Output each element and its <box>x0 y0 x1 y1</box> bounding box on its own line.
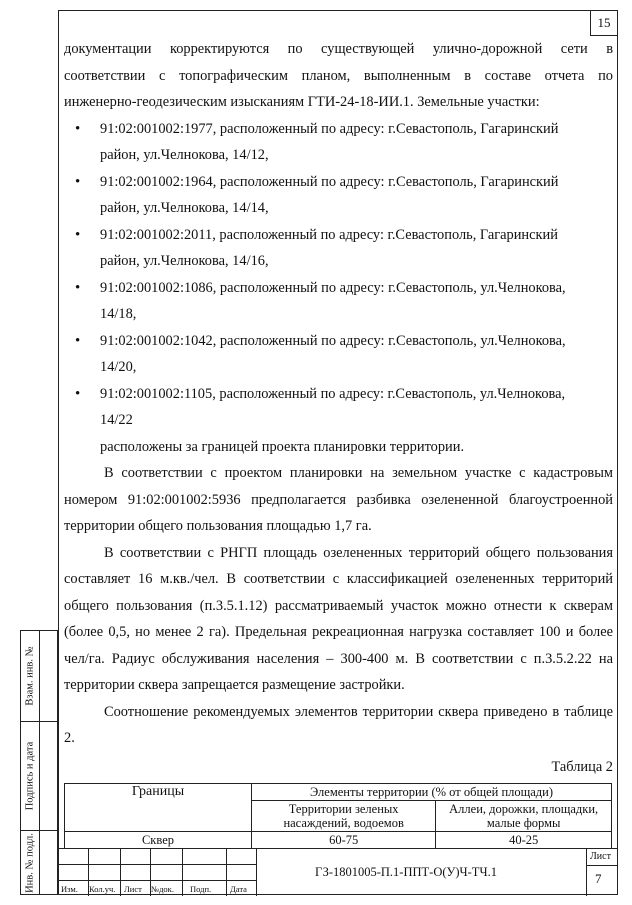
document-body <box>64 36 613 780</box>
side-strip <box>20 630 58 895</box>
parcel-item: • 91:02:001002:1086, расположенный по адресу: г.Севастополь, ул.Челнокова, 14/18, <box>64 275 600 328</box>
paragraph-ratio: Соотношение рекомендуемых элементов территории сквера приведено в таблице 2. <box>64 703 613 746</box>
stamp-col-list: Лист <box>124 884 142 894</box>
table-subheader-green: Территории зеленых насаждений, водоемов <box>252 801 436 832</box>
stamp-col-ndok: №док. <box>151 884 174 894</box>
parcel-list <box>64 116 613 434</box>
paragraph-rngp: В соответствии с РНГП площадь озелененных территорий общего пользования составляет 16 м.кв./чел. В соответствии с классификацией озелененных территорий общего пользования (п.3.5.1.12) рассматриваемый участок можно отнести к скверам (более 0,5, но менее 2 га). Предельная рекреационная нагрузка составляет 100 и более чел/га. Радиус обслуживания населения – 300-400 м. В соответствии с п.3.5.2.22 на территории сквера запрещается размещение застройки. <box>64 544 613 693</box>
table-cell-alleys: 40-25 <box>436 832 612 849</box>
parcel-item: • 91:02:001002:1977, расположенный по адресу: г.Севастополь, Гагаринский район, ул.Челнокова, 14/12, <box>64 116 600 169</box>
intro-line: соответствии с топографическим планом, выполненным в составе отчета по <box>64 67 613 84</box>
table-cell-green: 60-75 <box>252 832 436 849</box>
side-label-inv: Инв. № подл. <box>24 832 36 893</box>
side-cell-vzam <box>20 630 40 722</box>
title-block <box>58 848 618 896</box>
side-label-vzam: Взам. инв. № <box>24 646 36 706</box>
side-cell-inv <box>20 830 40 895</box>
parcel-item: • 91:02:001002:1964, расположенный по адресу: г.Севастополь, Гагаринский район, ул.Челнокова, 14/14, <box>64 169 600 222</box>
parcel-item: • 91:02:001002:2011, расположенный по адресу: г.Севастополь, Гагаринский район, ул.Челнокова, 14/16, <box>64 222 600 275</box>
table-row-label: Сквер <box>65 832 252 849</box>
table-caption: Таблица 2 <box>551 758 613 775</box>
intro-line: инженерно-геодезическим изысканиям ГТИ-24-18-ИИ.1. Земельные участки: <box>64 94 540 110</box>
stamp-col-kolvo: Кол.уч. <box>89 884 116 894</box>
side-cell-inv-value <box>39 830 58 895</box>
side-cell-podpis <box>20 721 40 831</box>
stamp-col-podp: Подп. <box>190 884 212 894</box>
intro-line: документации корректируются по существующей улично-дорожной сети в <box>64 41 613 57</box>
parcel-item: • 91:02:001002:1042, расположенный по адресу: г.Севастополь, ул.Челнокова, 14/20, <box>64 328 600 381</box>
sheet-number: 7 <box>595 871 602 886</box>
document-code: ГЗ-1801005-П.1-ППТ-О(У)Ч-ТЧ.1 <box>315 865 497 879</box>
side-cell-vzam-value <box>39 630 58 722</box>
table-header-elements: Элементы территории (% от общей площади) <box>252 784 612 801</box>
table-header-bounds: Границы <box>65 784 252 832</box>
sheet-label: Лист <box>590 851 611 862</box>
page-number: 15 <box>590 11 617 36</box>
side-label-podpis: Подпись и дата <box>24 741 36 811</box>
stamp-col-data: Дата <box>230 884 247 894</box>
paragraph-cadastral: В соответствии с проектом планировки на земельном участке с кадастровым номером 91:02:001002:5936 предполагается разбивка озелененной благоустроенной территории общего пользования площадью 1,7 га. <box>64 465 613 534</box>
table-subheader-alleys: Аллеи, дорожки, площадки, малые формы <box>436 801 612 832</box>
side-cell-podpis-value <box>39 721 58 831</box>
parcels-tail: расположены за границей проекта планировки территории. <box>100 438 465 455</box>
parcel-item: • 91:02:001002:1105, расположенный по адресу: г.Севастополь, ул.Челнокова, 14/22 <box>64 381 600 434</box>
stamp-col-izm: Изм. <box>61 884 78 894</box>
table-2 <box>64 783 612 849</box>
